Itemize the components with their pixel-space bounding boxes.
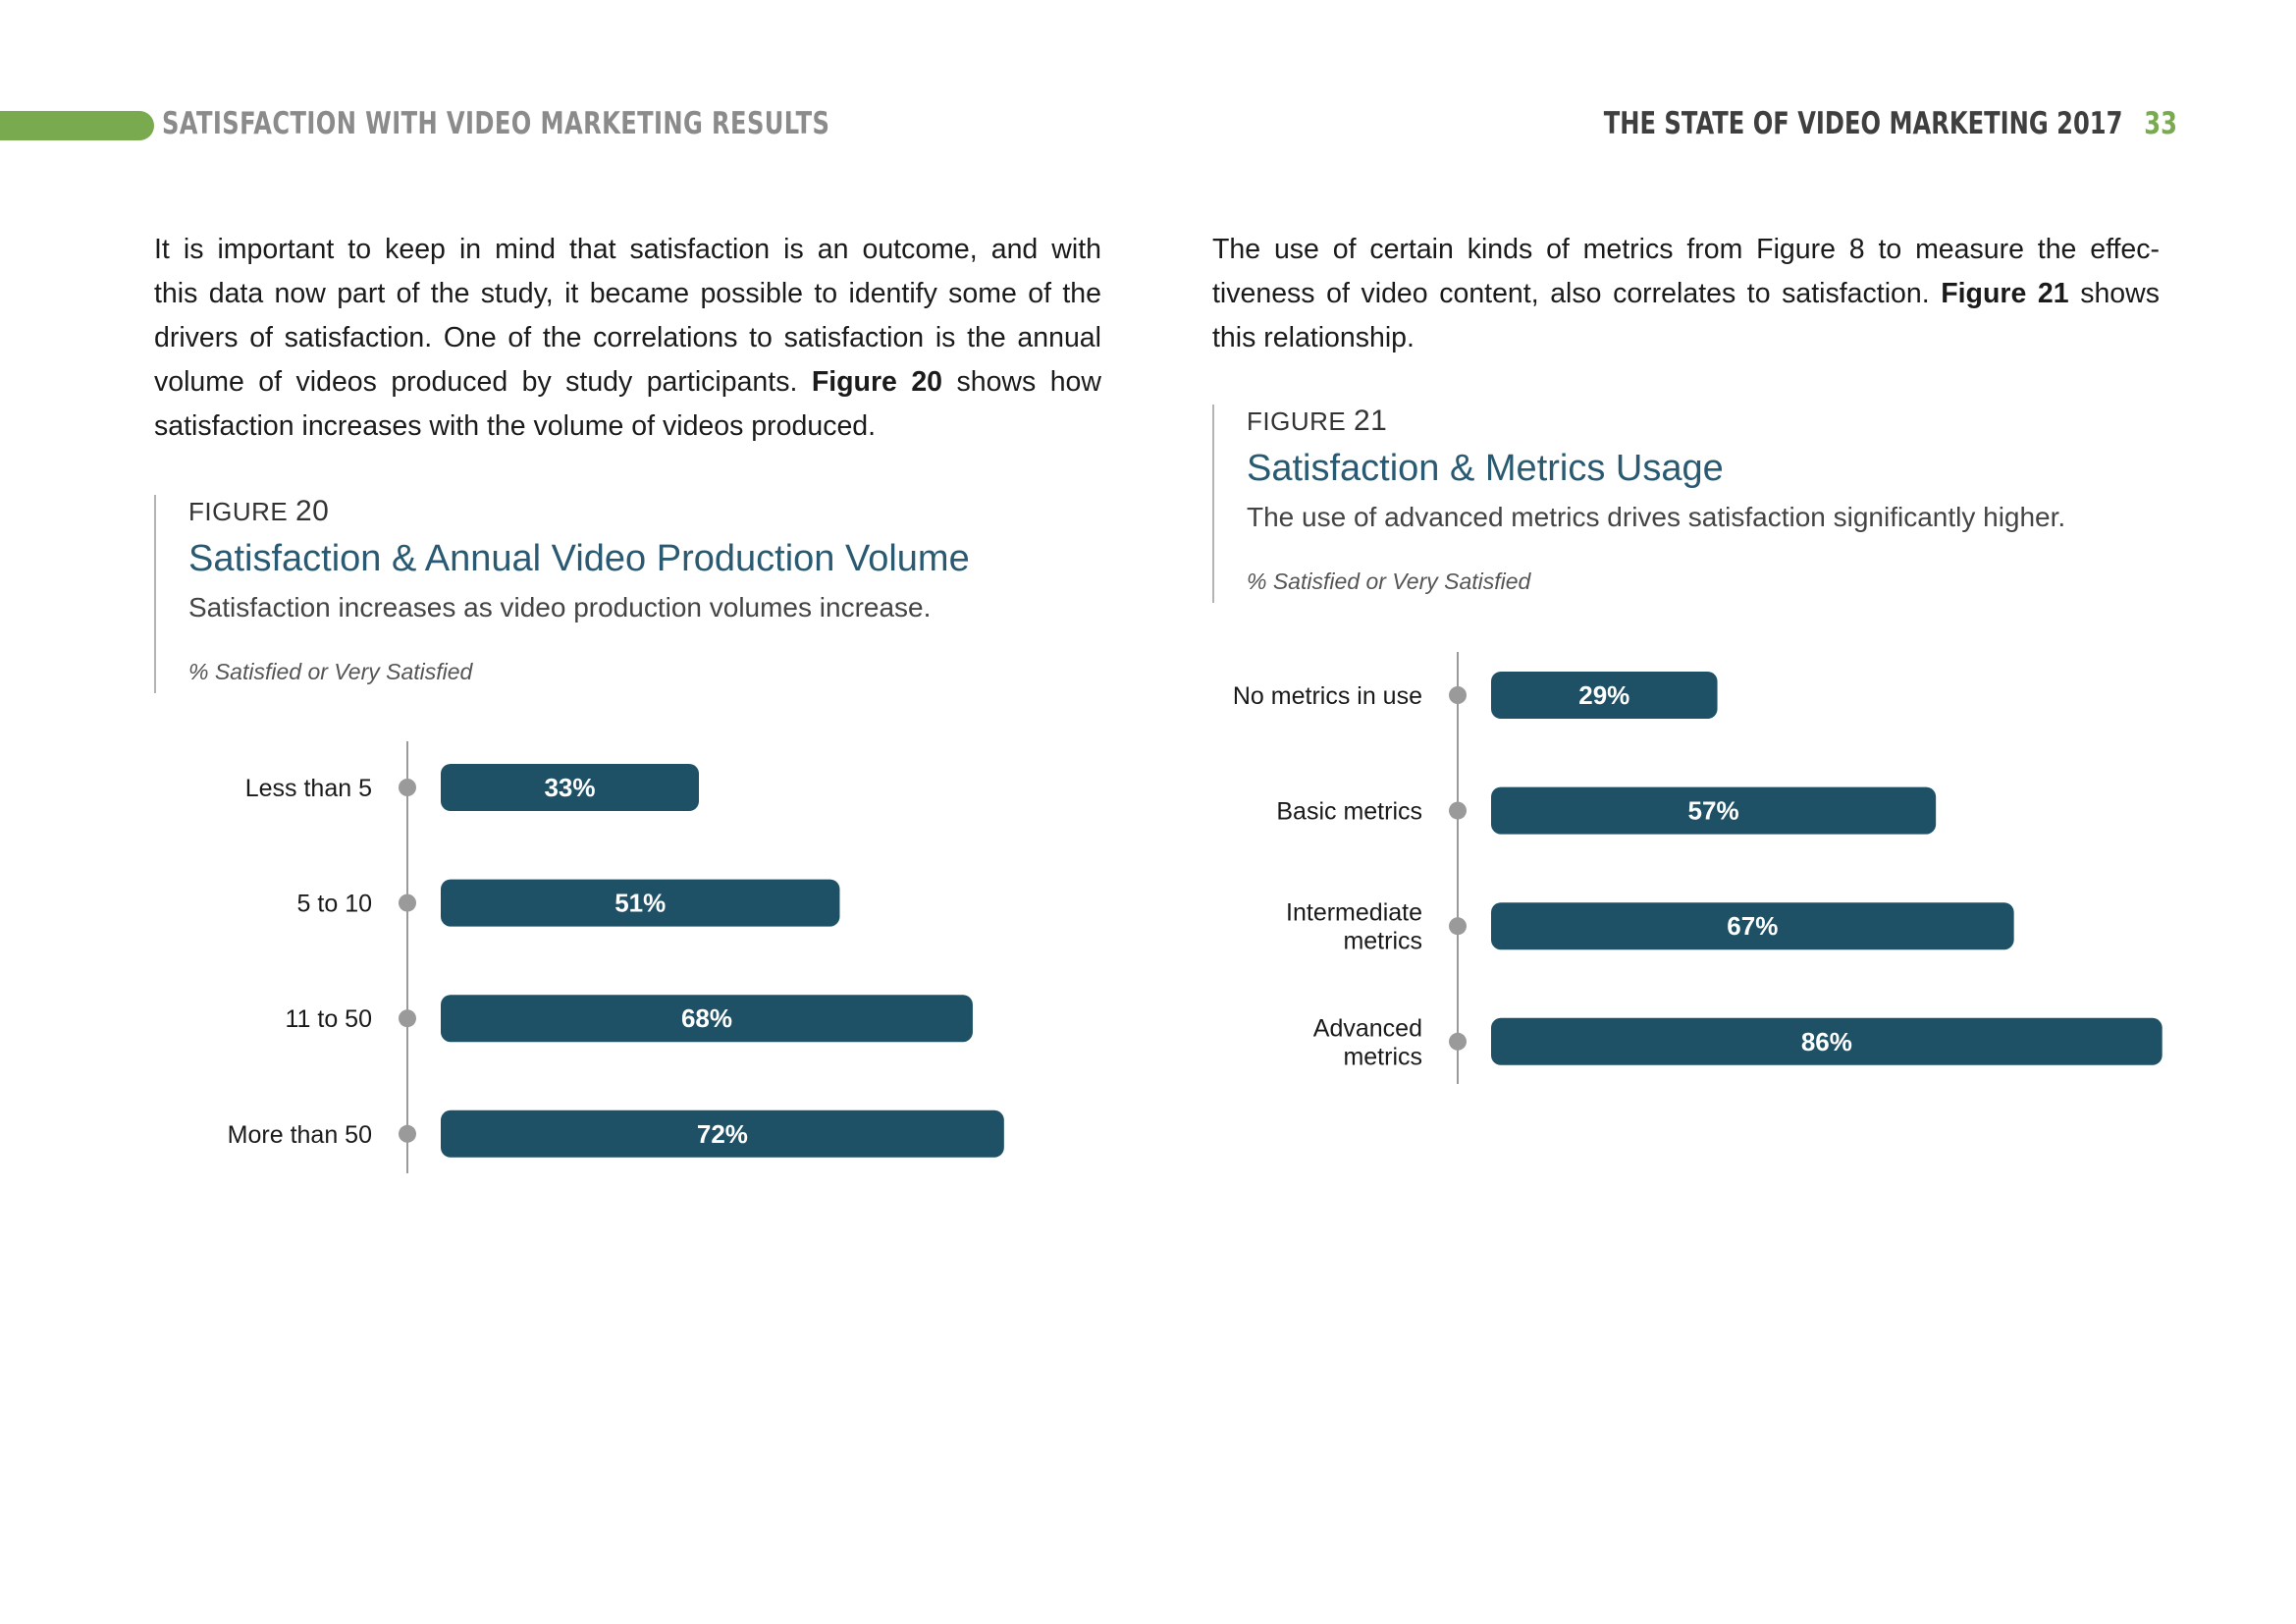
figure-21-chart [1158,648,2179,1100]
paragraph-line: It is important to keep in mind that satisfaction is an outcome, and with [154,234,1101,265]
figure-axis-note: % Satisfied or Very Satisfied [188,659,473,684]
right-paragraph [1212,228,2160,360]
category-label: Less than 5 [244,775,372,802]
paragraph-line: satisfaction increases with the volume of videos produced. [154,410,877,442]
paragraph-line: this data now part of the study, it became possible to identify some of the [154,278,1101,309]
paragraph-line: drivers of satisfaction. One of the correlations to satisfaction is the annual [154,322,1101,353]
figure-number: 21 [1353,405,1388,437]
axis-marker [1449,686,1467,704]
left-paragraph [154,228,1101,449]
data-label: 29% [1578,680,1630,710]
data-label: 51% [614,888,667,918]
figure-number: 20 [294,495,330,527]
figure-label [1247,405,2065,438]
page-number: 33 [2144,106,2177,141]
category-label: More than 50 [227,1120,372,1149]
category-label: 5 to 10 [296,890,372,918]
figure-title: Satisfaction & Metrics Usage [1247,448,1724,489]
category-label: metrics [1343,927,1422,955]
section-title: SATISFACTION WITH VIDEO MARKETING RESULTS [162,106,830,141]
figure-label-text: FIGURE [188,497,289,526]
figure-title: Satisfaction & Annual Video Production Volume [188,538,970,579]
figure-20-chart [157,736,1021,1188]
figure-label-text: FIGURE [1247,406,1347,436]
paragraph-text: tiveness of video content, also correlates to satisfaction. [1212,278,1930,309]
paragraph-text: volume of videos produced by study participants. [154,366,798,398]
category-label: Intermediate [1286,898,1422,927]
category-label: 11 to 50 [285,1005,372,1034]
category-label: metrics [1343,1043,1422,1071]
axis-marker [399,1009,416,1027]
axis-marker [1449,802,1467,820]
axis-marker [399,1125,416,1143]
report-header [1604,106,2177,141]
figure-subtitle: The use of advanced metrics drives satisfaction significantly higher. [1247,502,2066,532]
figure-20-header [154,495,970,693]
axis-marker [399,894,416,912]
paragraph-line [154,360,1101,405]
data-label: 68% [680,1003,733,1034]
data-label: 86% [1800,1026,1852,1056]
axis-marker [1449,1033,1467,1051]
category-label: Basic metrics [1276,797,1422,826]
category-label: No metrics in use [1232,682,1422,710]
section-accent-bar [0,111,154,140]
axis-marker [399,779,416,796]
figure-21-header [1212,405,2065,603]
paragraph-line: this relationship. [1212,322,1415,353]
paragraph-line [1212,272,2160,316]
paragraph-text: shows [2068,278,2160,309]
figure-label [188,495,970,528]
data-label: 33% [544,773,596,802]
paragraph-line: The use of certain kinds of metrics from Figure 8 to measure the effec- [1212,234,2160,265]
data-label: 72% [696,1118,748,1149]
data-label: 67% [1727,911,1779,942]
axis-marker [1449,917,1467,935]
paragraph-text: shows how [942,366,1101,398]
report-title: THE STATE OF VIDEO MARKETING 2017 [1603,106,2123,141]
figure-subtitle: Satisfaction increases as video production volumes increase. [188,592,932,623]
data-label: 57% [1687,795,1739,826]
category-label: Advanced [1312,1014,1422,1043]
figure-reference: Figure 20 [811,366,943,398]
figure-axis-note: % Satisfied or Very Satisfied [1247,568,1531,594]
figure-reference: Figure 21 [1941,278,2069,309]
